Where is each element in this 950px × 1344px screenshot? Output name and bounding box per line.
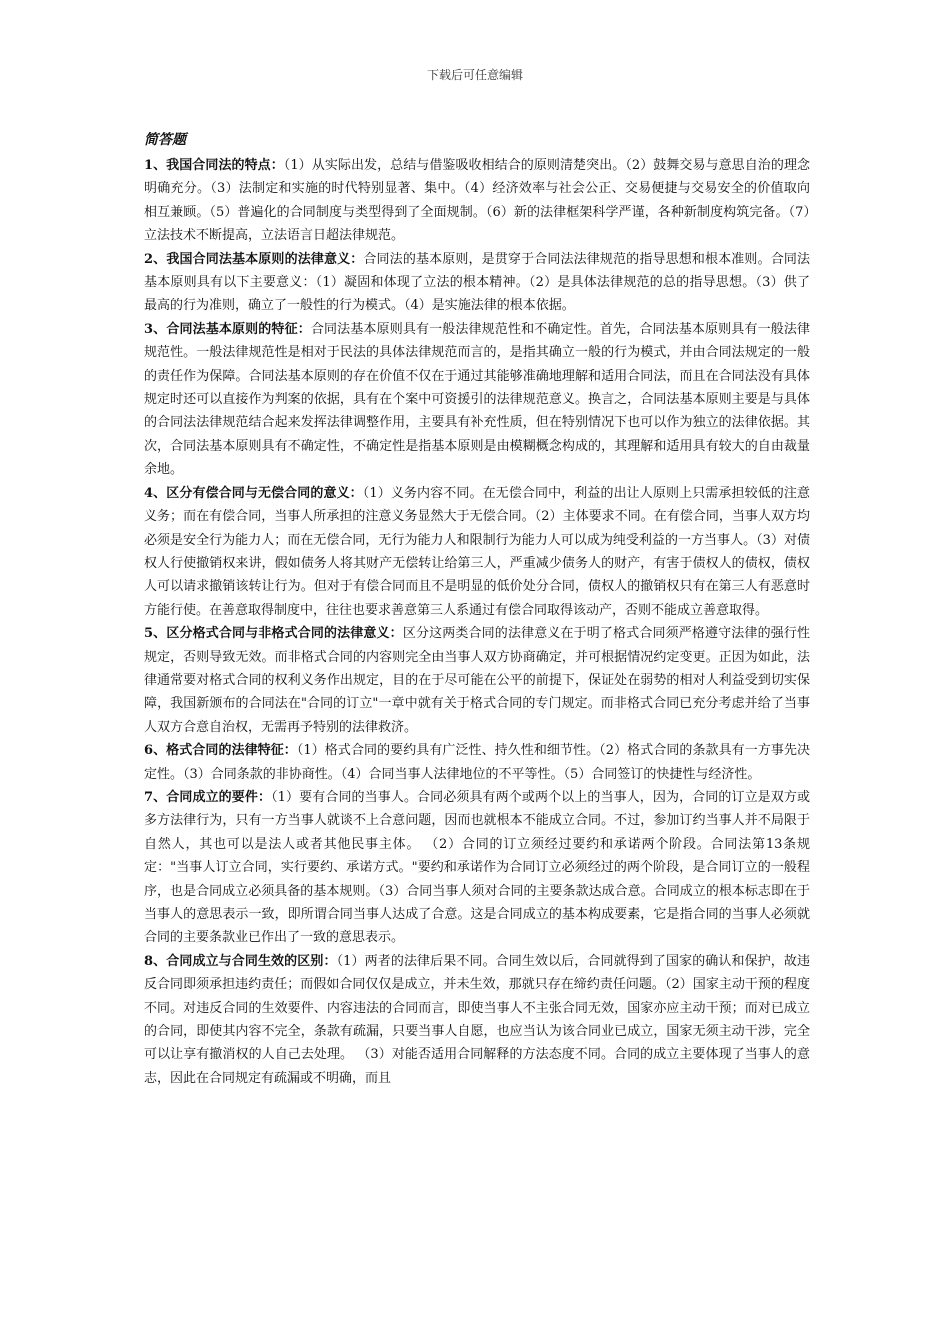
question-label: 8、合同成立与合同生效的区别： bbox=[144, 953, 337, 969]
answer-text: 合同法基本原则具有一般法律规范性和不确定性。首先，合同法基本原则具有一般法律规范性。一般法律规范性是相对于民法的具体法律规范而言的，是指其确立一般的行为模式，并由合同法规定的一般的责任作为保障。合同法基本原则的存在价值不仅在于通过其能够准确地理解和适用合同法，而且在合同法没有具体规定时还可以直接作为判案的依据，具有在个案中可资援引的法律规范意义。换言之，合同法基本原则主要是与具体的合同法法律规范结合起来发挥法律调整作用，主要具有补充性质，但在特别情况下也可以作为独立的法律依据。其次，合同法基本原则具有不确定性，不确定性是指基本原则是由模糊概念构成的，其理解和适用具有较大的自由裁量余地。 bbox=[144, 321, 810, 478]
answer-text: （1）格式合同的要约具有广泛性、持久性和细节性。（2）格式合同的条款具有一方事先决定性。（3）合同条款的非协商性。（4）合同当事人法律地位的不平等性。（5）合同签订的快捷性与经济性。 bbox=[144, 743, 811, 782]
question-label: 6、格式合同的法律特征： bbox=[144, 743, 297, 759]
qa-item-6 bbox=[144, 739, 810, 786]
qa-item-7 bbox=[144, 786, 810, 950]
qa-item-1 bbox=[144, 154, 810, 248]
qa-item-3 bbox=[144, 318, 810, 482]
qa-item-5 bbox=[144, 622, 810, 739]
question-label: 3、合同法基本原则的特征： bbox=[144, 321, 311, 337]
answer-text: （1）两者的法律后果不同。合同生效以后，合同就得到了国家的确认和保护，故违反合同即须承担违约责任；而假如合同仅仅是成立，并未生效，那就只存在缔约责任问题。（2）国家主动干预的程度不同。对违反合同的生效要件、内容违法的合同而言，即使当事人不主张合同无效，国家亦应主动干预；而对已成立的合同，即使其内容不完全，条款有疏漏，只要当事人自愿，也应当认为该合同业已成立，国家无须主动干涉，完全可以让享有撤消权的人自己去处理。 （3）对能否适用合同解释的方法态度不同。合同的成立主要体现了当事人的意志，因此在合同规定有疏漏或不明确，而且 bbox=[144, 953, 811, 1086]
answer-text: （1）义务内容不同。在无偿合同中，利益的出让人原则上只需承担较低的注意义务；而在有偿合同，当事人所承担的注意义务显然大于无偿合同。（2）主体要求不同。在有偿合同，当事人双方均必须是安全行为能力人；而在无偿合同，无行为能力人和限制行为能力人可以成为纯受利益的一方当事人。（3）对债权人行使撤销权来讲，假如债务人将其财产无偿转让给第三人，严重减少债务人的财产，有害于债权人的债权，债权人可以请求撤销该转让行为。但对于有偿合同而且不是明显的低价处分合同，债权人的撤销权只有在第三人有恶意时方能行使。在善意取得制度中，往往也要求善意第三人系通过有偿合同取得该动产，否则不能成立善意取得。 bbox=[144, 485, 811, 618]
section-title: 简答题 bbox=[144, 132, 186, 148]
qa-item-4 bbox=[144, 482, 810, 622]
answer-text: 合同法的基本原则，是贯穿于合同法法律规范的指导思想和根本准则。合同法基本原则具有以下主要意义：（1）凝固和体现了立法的根本精神。（2）是具体法律规范的总的指导思想。（3）供了最高的行为准则，确立了一般性的行为模式。（4）是实施法律的根本依据。 bbox=[144, 251, 810, 314]
page-header: 下载后可任意编辑 bbox=[426, 68, 523, 82]
qa-item-2 bbox=[144, 248, 810, 318]
answer-text: （1）要有合同的当事人。合同必须具有两个或两个以上的当事人，因为，合同的订立是双方或多方法律行为，只有一方当事人就谈不上合意问题，因而也就根本不能成立合同。不过，参加订约当事人并不局限于自然人，其也可以是法人或者其他民事主体。 （2）合同的订立须经过要约和承诺两个阶段。合同法第13条规定："当事人订立合同，实行要约、承诺方式。"要约和承诺作为合同订立必须经过的两个阶段，是合同订立的一般程序，也是合同成立必须具备的基本规则。（3）合同当事人须对合同的主要条款达成合意。合同成立的根本标志即在于当事人的意思表示一致，即所谓合同当事人达成了合意。这是合同成立的基本构成要素，它是指合同的当事人必须就合同的主要条款业已作出了一致的意思表示。 bbox=[144, 789, 810, 946]
question-label: 5、区分格式合同与非格式合同的法律意义： bbox=[144, 626, 403, 642]
question-label: 1、我国合同法的特点： bbox=[144, 158, 284, 173]
question-label: 2、我国合同法基本原则的法律意义： bbox=[144, 251, 364, 267]
question-label: 7、合同成立的要件： bbox=[144, 789, 272, 805]
answer-text: 区分这两类合同的法律意义在于明了格式合同须严格遵守法律的强行性规定，否则导致无效。而非格式合同的内容则完全由当事人双方协商确定，并可根据情况约定变更。正因为如此，法律通常要对格式合同的权利义务作出规定，目的在于尽可能在公平的前提下，保证处在弱势的相对人利益受到切实保障，我国新颁布的合同法在"合同的订立"一章中就有关于格式合同的专门规定。而非格式合同已充分考虑并给了当事人双方合意自治权，无需再予特别的法律救济。 bbox=[144, 626, 810, 735]
question-label: 4、区分有偿合同与无偿合同的意义： bbox=[144, 485, 363, 501]
answer-text: （1）从实际出发，总结与借鉴吸收相结合的原则清楚突出。（2）鼓舞交易与意思自治的理念明确充分。（3）法制定和实施的时代特别显著、集中。（4）经济效率与社会公正、交易便捷与交易安全的价值取向相互兼顾。（5）普遍化的合同制度与类型得到了全面规制。（6）新的法律框架科学严谨，各种新制度构筑完备。（7）立法技术不断提高，立法语言日超法律规范。 bbox=[144, 158, 811, 244]
qa-item-8 bbox=[144, 950, 810, 1090]
document-body bbox=[144, 128, 810, 1090]
